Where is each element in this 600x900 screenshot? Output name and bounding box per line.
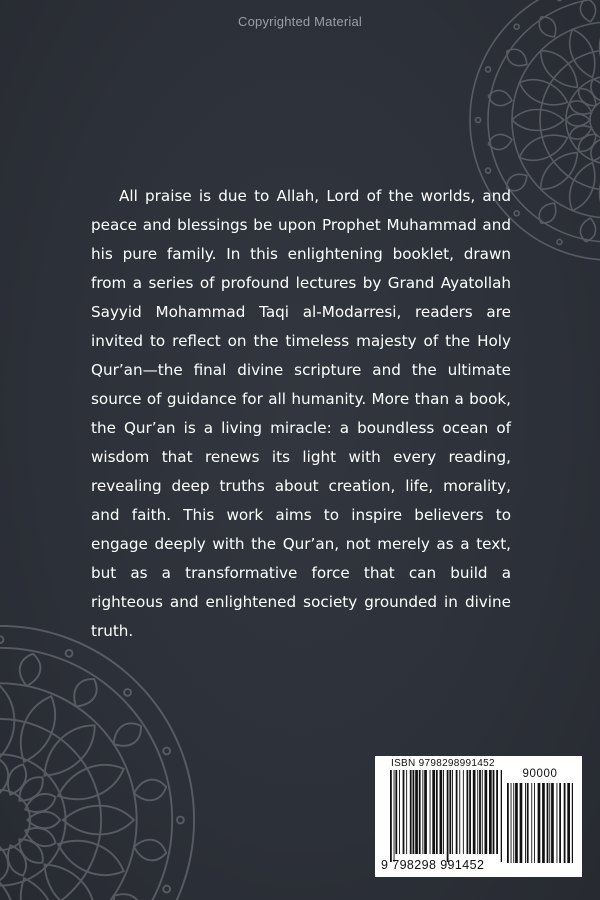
back-cover-blurb: All praise is due to Allah, Lord of the worlds, and peace and blessings be upon Prophet Muhammad and his pure family. In this enlightening booklet, drawn from a series of profound lectures by Grand Ayatollah Sayyid Mohammad Taqi al-Modarresi, readers are invited to reflect on the timeless majesty of the Holy Qur’an—the final divine scripture and the ultimate source of guidance for all humanity. More than a book, the Qur’an is a living miracle: a boundless ocean of wisdom that renews its light with every reading, revealing deep truths about creation, life, morality, and faith. This work aims to inspire believers to engage deeply with the Qur’an, not merely as a text, but as a transformative force that can build a righteous and enlightened society grounded in divine truth. — [91, 187, 511, 640]
mandala-ornament-bottom-left-icon — [0, 615, 205, 900]
ean-barcode-bars — [390, 770, 502, 862]
isbn-barcode — [375, 756, 582, 877]
isbn-digits: 9 798298 991452 — [381, 858, 485, 872]
price-addon-barcode-bars — [507, 783, 573, 863]
copyright-watermark: Copyrighted Material — [238, 14, 362, 29]
price-code: 90000 — [522, 768, 558, 780]
isbn-label: ISBN 9798298991452 — [391, 758, 495, 769]
